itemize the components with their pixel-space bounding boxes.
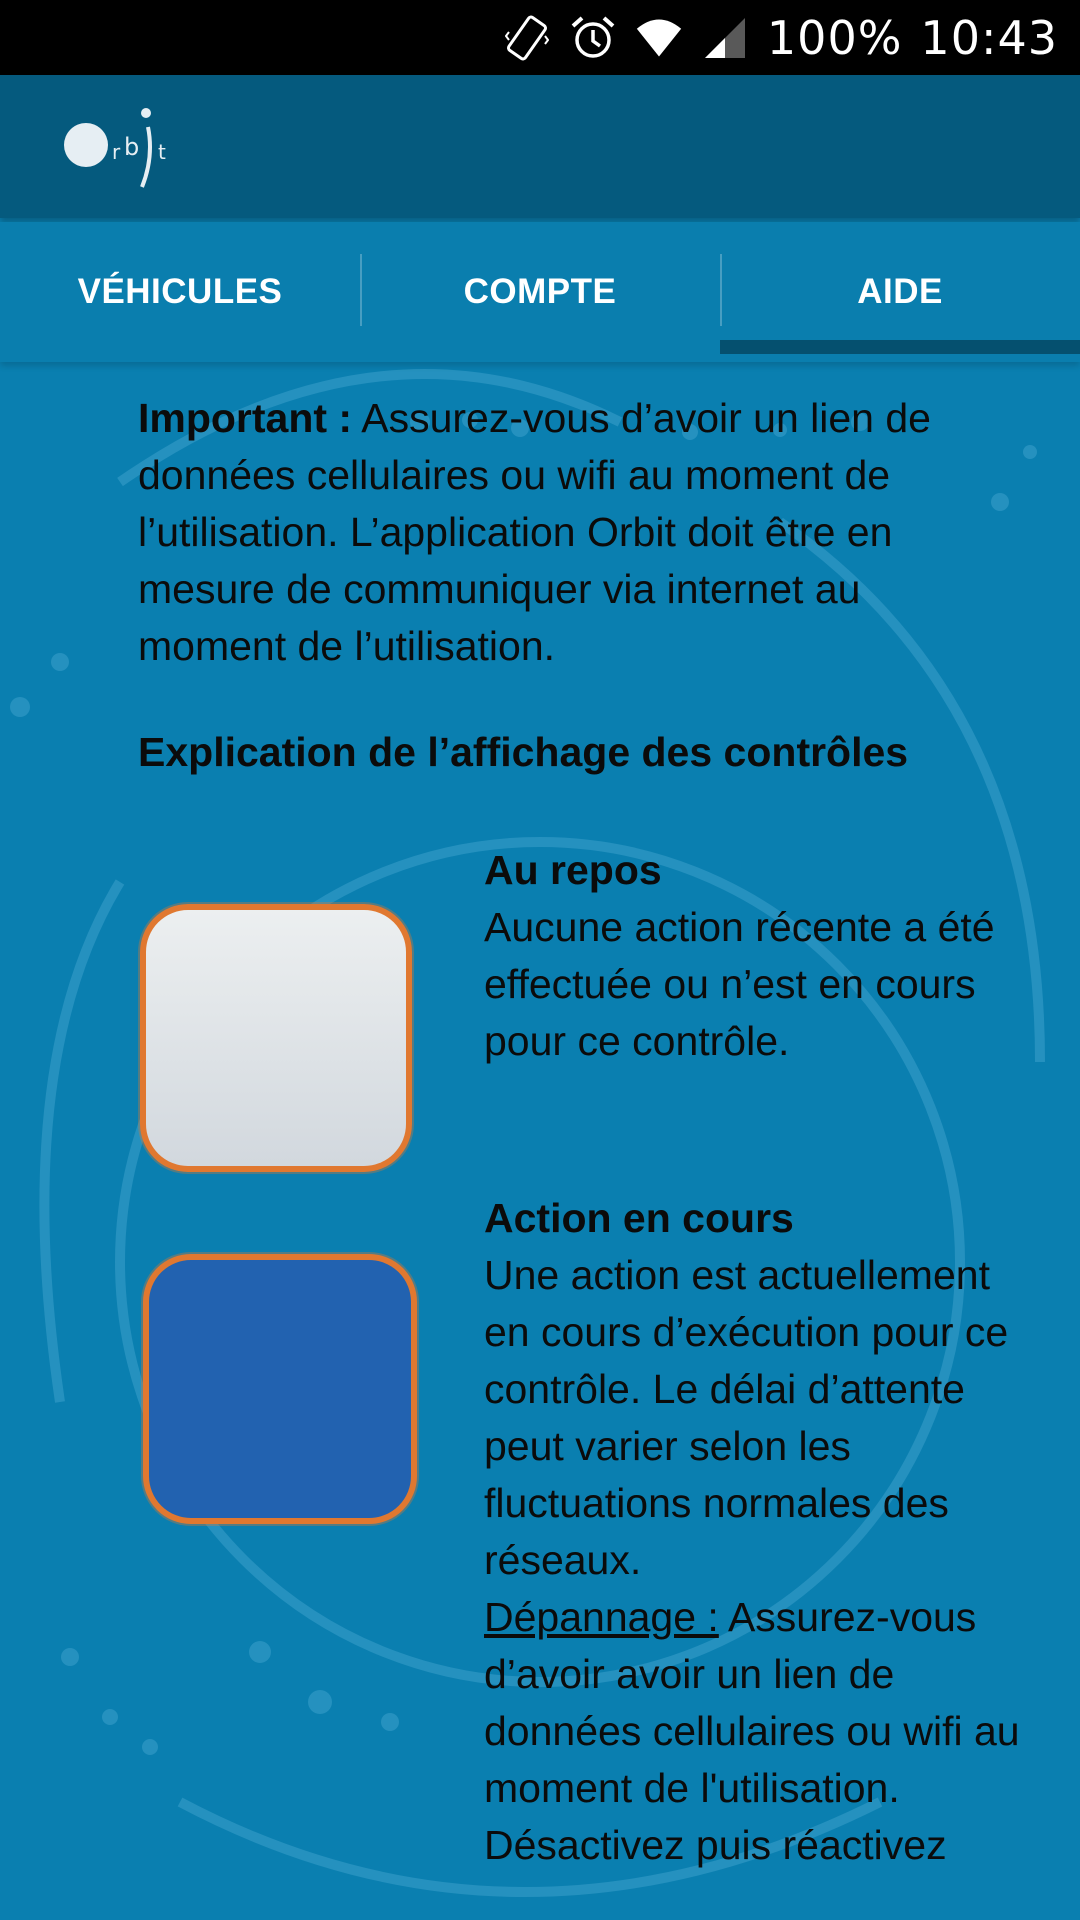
troubleshoot-body: Assurez-vous d’avoir avoir un lien de données cellulaires ou wifi au moment de l'utilisation. Désactivez puis réactivez [484, 1594, 1020, 1868]
idle-state-text: Aucune action récente a été effectuée ou n’est en cours pour ce contrôle. [484, 904, 995, 1064]
svg-text:b: b [124, 132, 140, 161]
orbit-logo[interactable] [60, 97, 180, 197]
wifi-icon [635, 14, 683, 62]
busy-state-title: Action en cours [484, 1195, 794, 1241]
troubleshoot-text [484, 1589, 1044, 1874]
busy-control-sample [143, 1254, 417, 1524]
section-title: Explication de l’affichage des contrôles [138, 729, 909, 775]
vibrate-icon [503, 14, 551, 62]
idle-control-sample [140, 904, 412, 1172]
battery-percentage: 100% [766, 10, 903, 65]
clock: 10:43 [920, 10, 1058, 65]
important-label: Important : [138, 395, 353, 441]
busy-state-description [484, 1190, 1044, 1874]
tab-vehicules[interactable] [0, 222, 360, 362]
idle-state-title: Au repos [484, 847, 662, 893]
svg-text:r: r [112, 139, 121, 164]
svg-text:t: t [158, 139, 166, 164]
alarm-icon [569, 14, 617, 62]
busy-state-text: Une action est actuellement en cours d’exécution pour ce contrôle. Le délai d’attente peut varier selon les fluctuations normales des réseaux. [484, 1252, 1009, 1583]
tab-label: COMPTE [463, 272, 617, 311]
help-content[interactable] [0, 362, 1080, 1920]
app-bar [0, 75, 1080, 218]
tab-label: AIDE [857, 272, 943, 311]
important-notice [138, 390, 1018, 675]
status-bar [0, 0, 1080, 75]
important-text: Assurez-vous d’avoir un lien de données cellulaires ou wifi au moment de l’utilisation. L’application Orbit doit être en mesure de communiquer via internet au moment de l’utilisation. [138, 395, 931, 669]
tab-aide[interactable] [720, 222, 1080, 362]
tab-label: VÉHICULES [77, 272, 283, 311]
idle-state-description [484, 842, 1044, 1070]
tab-bar [0, 222, 1080, 362]
cell-signal-icon [701, 14, 749, 62]
troubleshoot-label: Dépannage : [484, 1594, 719, 1640]
tab-compte[interactable] [360, 222, 720, 362]
